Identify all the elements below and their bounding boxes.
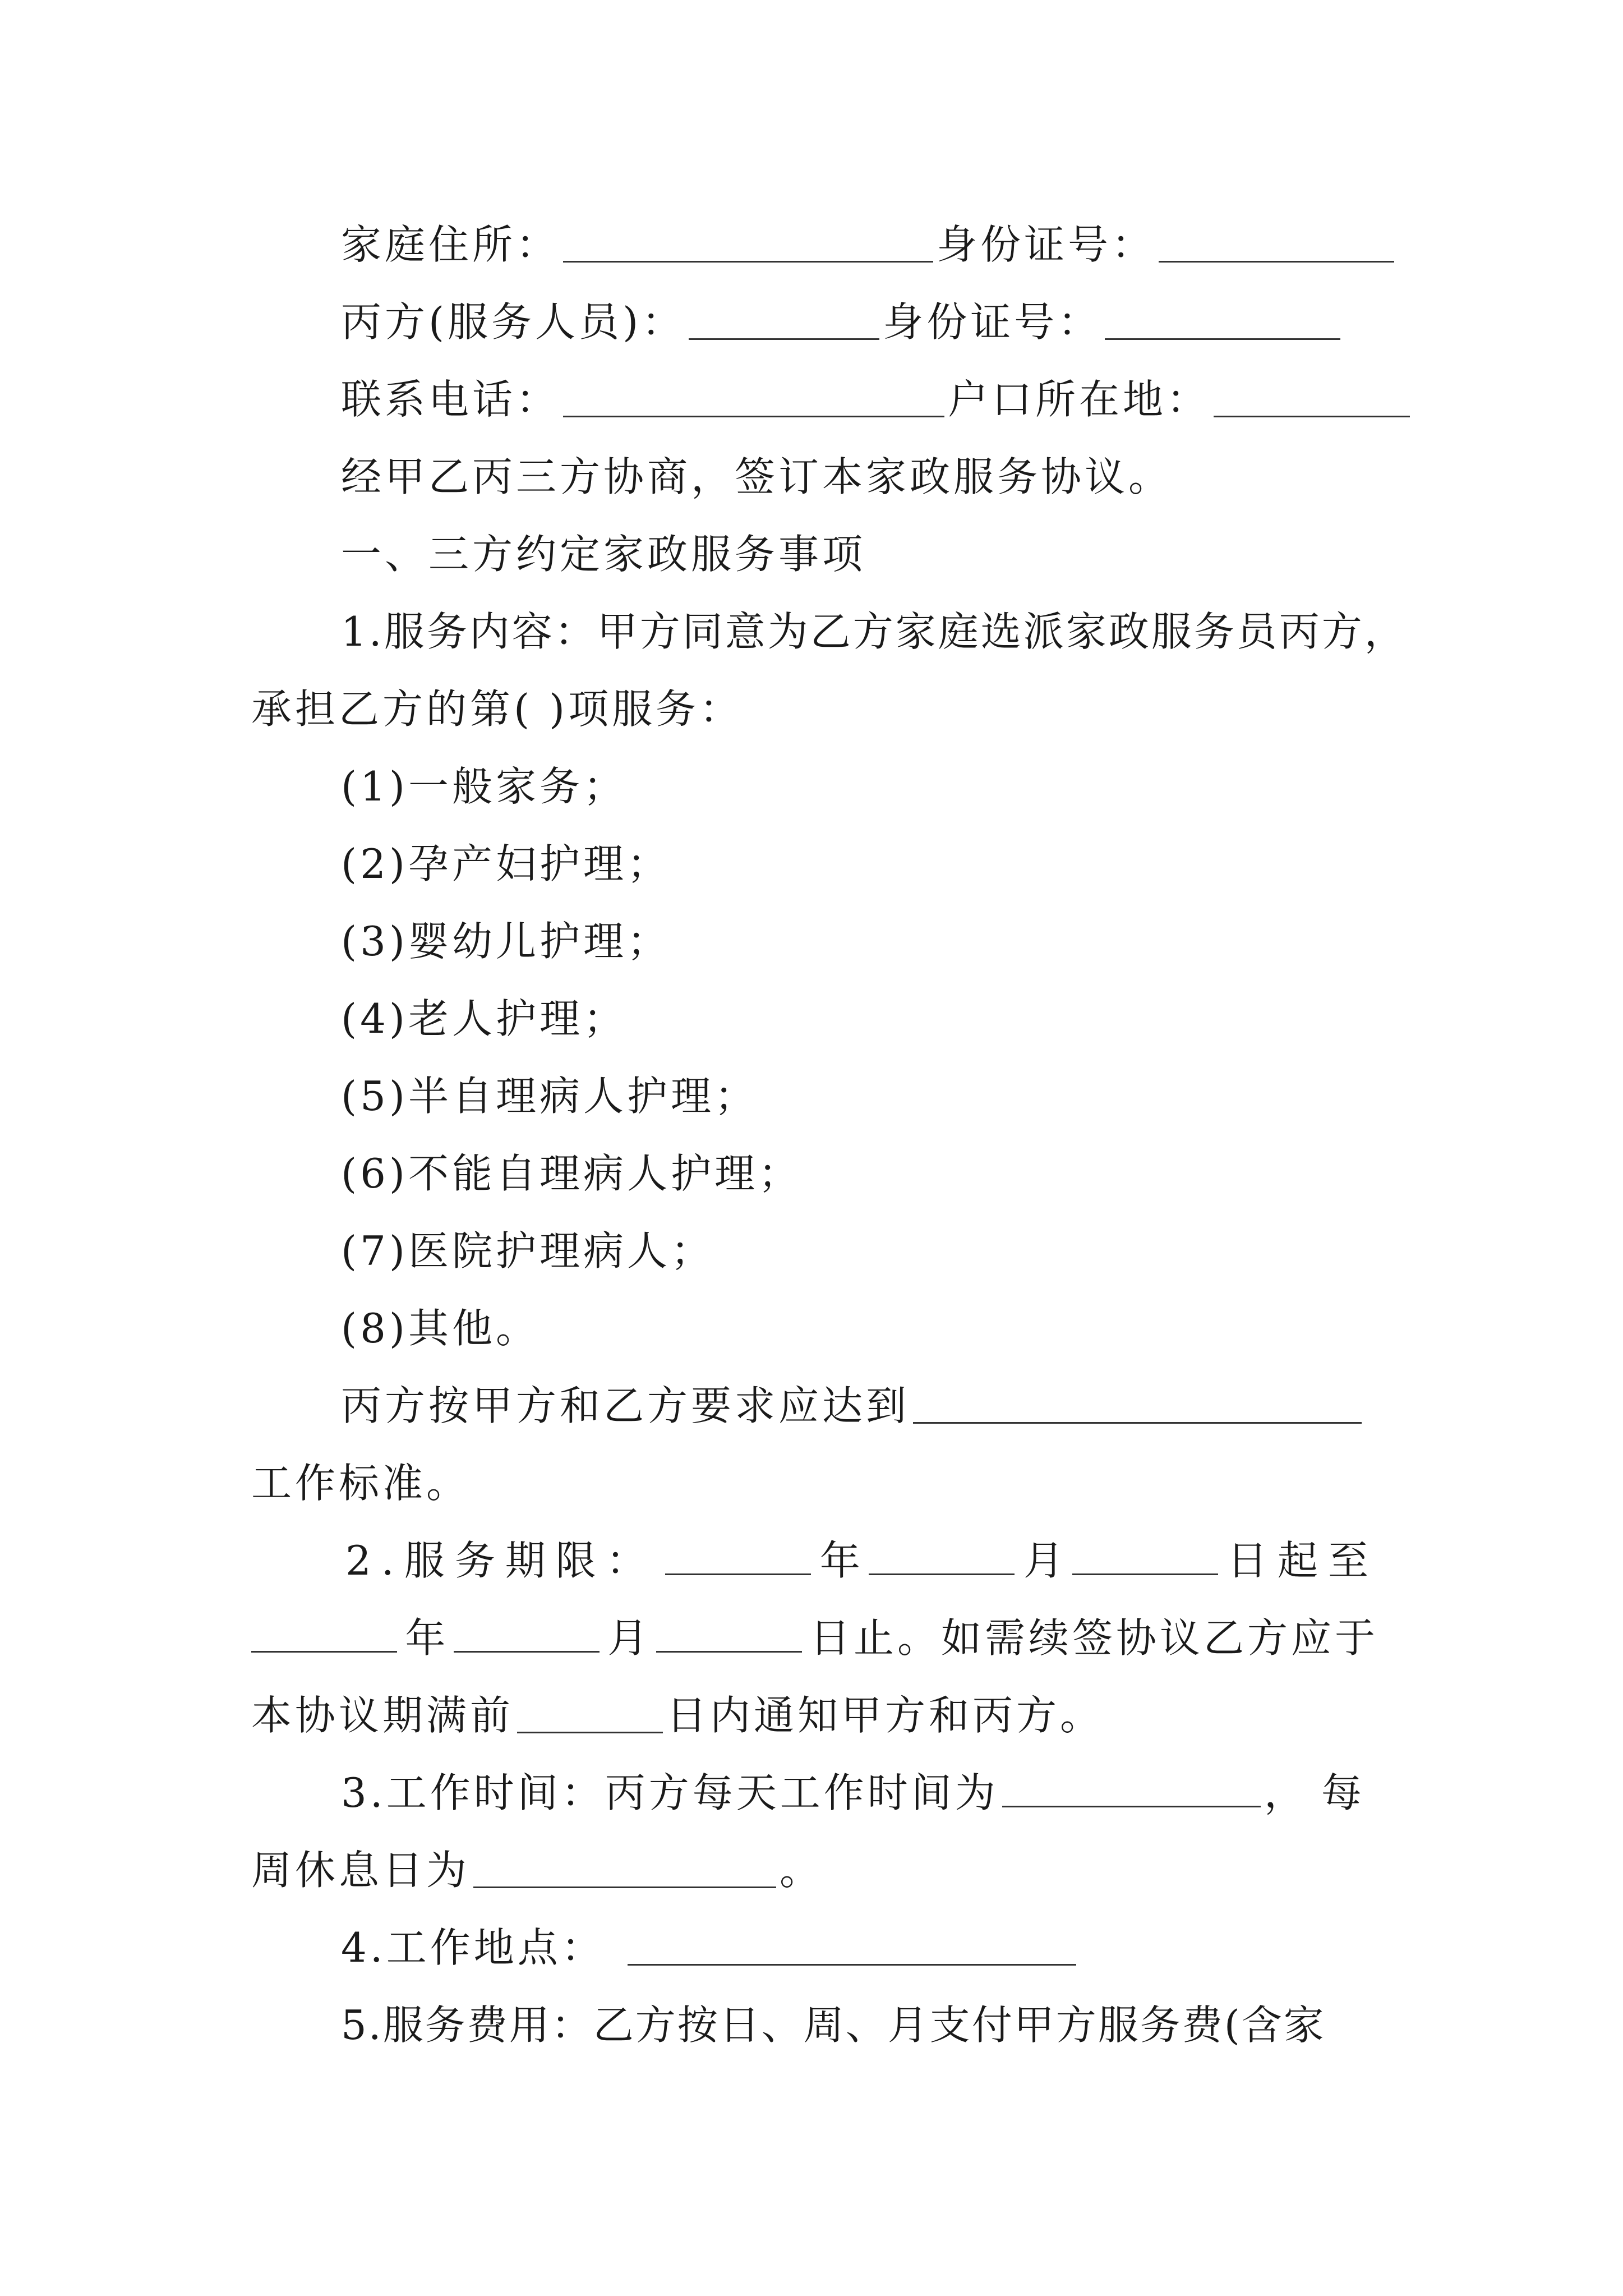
notice-suffix: 日内通知甲方和丙方。 xyxy=(666,1692,1104,1739)
work-location-label: 4.工作地点： xyxy=(341,1924,605,1971)
item-2-label: 2.服务期限： xyxy=(345,1537,657,1584)
end-year-blank xyxy=(251,1617,397,1653)
rest-day-suffix: 。 xyxy=(780,1847,824,1894)
notice-prefix: 本协议期满前 xyxy=(251,1692,514,1739)
notice-days-blank xyxy=(517,1698,663,1733)
phone-label: 联系电话： xyxy=(341,376,560,423)
work-time-blank xyxy=(1002,1772,1261,1807)
party-c-label: 丙方(服务人员)： xyxy=(341,298,686,346)
service-option-2: (2)孕产妇护理； xyxy=(341,840,671,887)
rest-day-blank xyxy=(473,1853,776,1888)
item-3-line-1 xyxy=(251,1754,1378,1832)
item-2-line-1 xyxy=(251,1521,1378,1600)
end-day-blank xyxy=(656,1617,802,1653)
item-2-line-3 xyxy=(251,1676,1378,1755)
service-option-1: (1)一般家务； xyxy=(341,763,627,810)
item-3-line-2 xyxy=(251,1831,1378,1910)
service-option-8: (8)其他。 xyxy=(341,1305,540,1352)
start-day-from: 日起至 xyxy=(1227,1537,1378,1584)
end-month-unit: 月 xyxy=(607,1614,648,1662)
item-4-line xyxy=(251,1908,1378,1987)
start-day-blank xyxy=(1072,1540,1218,1575)
start-month-unit: 月 xyxy=(1023,1537,1064,1584)
standard-suffix: 工作标准。 xyxy=(251,1460,471,1507)
intro-paragraph: 经甲乙丙三方协商，签订本家政服务协议。 xyxy=(341,453,1173,500)
service-option-5: (5)半自理病人护理； xyxy=(341,1073,758,1120)
service-option-4: (4)老人护理； xyxy=(341,995,627,1042)
service-option-7: (7)医院护理病人； xyxy=(341,1227,714,1274)
household-label: 户口所在地： xyxy=(948,376,1211,423)
end-year-unit: 年 xyxy=(405,1614,446,1662)
standard-line xyxy=(251,1366,1378,1445)
party-c-id-label: 身份证号： xyxy=(883,298,1102,346)
party-c-id-blank xyxy=(1105,305,1340,340)
party-c-line xyxy=(251,283,1378,361)
start-year-blank xyxy=(665,1540,811,1575)
phone-line xyxy=(251,360,1378,439)
address-line xyxy=(251,205,1378,284)
work-time-mid: ，每 xyxy=(1264,1769,1378,1816)
item-5-line: 5.服务费用：乙方按日、周、月支付甲方服务费(含家 xyxy=(341,2001,1326,2049)
standard-blank xyxy=(913,1388,1362,1424)
id-blank xyxy=(1159,227,1394,263)
service-option-3: (3)婴幼儿护理； xyxy=(341,918,671,965)
id-label: 身份证号： xyxy=(937,221,1156,268)
end-day-until: 日止。如需续签协议乙方应于 xyxy=(809,1614,1378,1662)
address-label: 家庭住所： xyxy=(341,221,560,268)
start-month-blank xyxy=(869,1540,1015,1575)
work-time-prefix: 3.工作时间：丙方每天工作时间为 xyxy=(341,1769,999,1816)
end-month-blank xyxy=(454,1617,600,1653)
item-1-line-1: 1.服务内容：甲方同意为乙方家庭选派家政服务员丙方， xyxy=(341,608,1407,655)
section-1-title: 一、三方约定家政服务事项 xyxy=(341,531,866,578)
work-location-blank xyxy=(628,1930,1076,1966)
start-year-unit: 年 xyxy=(819,1537,860,1584)
standard-prefix: 丙方按甲方和乙方要求应达到 xyxy=(341,1382,910,1429)
service-option-6: (6)不能自理病人护理； xyxy=(341,1150,802,1197)
address-blank xyxy=(563,227,933,263)
phone-blank xyxy=(563,382,944,417)
item-1-line-2: 承担乙方的第( )项服务： xyxy=(251,685,744,733)
rest-day-prefix: 周休息日为 xyxy=(251,1847,471,1894)
party-c-blank xyxy=(689,305,879,340)
household-blank xyxy=(1214,382,1410,417)
item-2-line-2 xyxy=(251,1599,1378,1677)
